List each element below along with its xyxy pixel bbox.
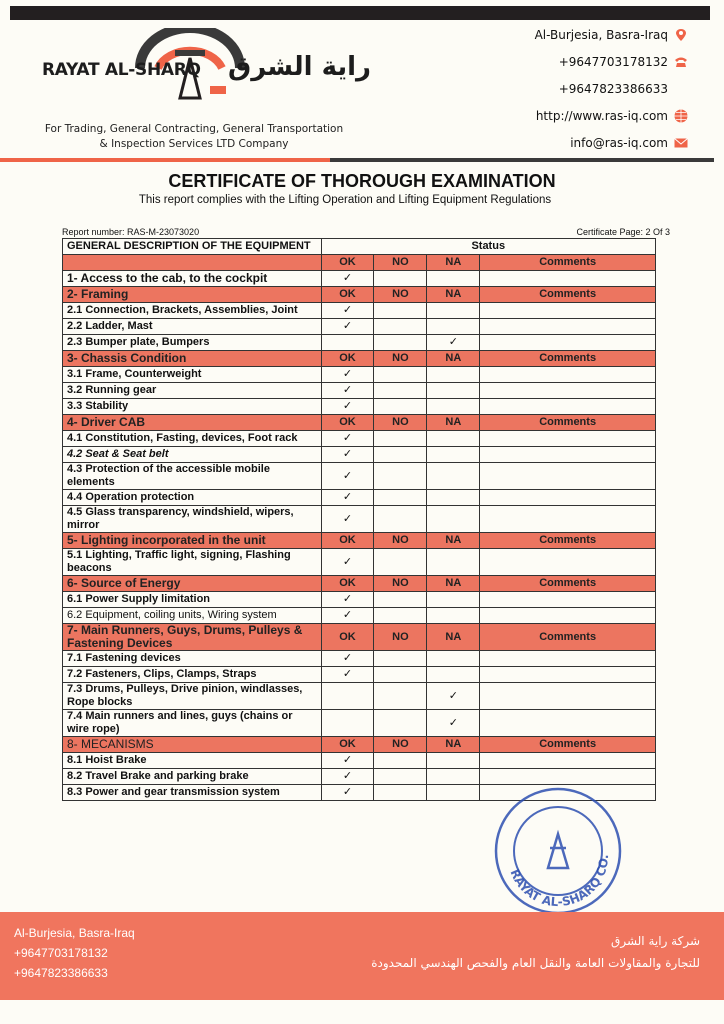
section-row: 8- MECANISMS OK NO NA Comments: [63, 737, 656, 753]
item-label: 7.4 Main runners and lines, guys (chains or wire rope): [63, 710, 322, 737]
item-label: 3.1 Frame, Counterweight: [63, 367, 322, 383]
status-ok-cell: ✓: [321, 319, 374, 335]
comments-cell: [480, 303, 656, 319]
section-row: 6- Source of Energy OK NO NA Comments: [63, 576, 656, 592]
status-no-cell: [374, 549, 427, 576]
comments-cell: [480, 651, 656, 667]
section-title: 4- Driver CAB: [63, 415, 322, 431]
header-divider-red: [0, 158, 340, 162]
status-ok-cell: ✓: [321, 463, 374, 490]
status-ok-cell: ✓: [321, 753, 374, 769]
company-stamp: [490, 786, 626, 916]
footer-phone-1: +9647703178132: [14, 946, 108, 960]
status-ok-cell: ✓: [321, 592, 374, 608]
item-label: 8.2 Travel Brake and parking brake: [63, 769, 322, 785]
comments-cell: [480, 399, 656, 415]
status-no-cell: [374, 399, 427, 415]
table-row: [63, 383, 656, 399]
status-na-cell: [427, 549, 480, 576]
status-ok-cell: ✓: [321, 383, 374, 399]
status-no-cell: [374, 651, 427, 667]
comments-cell: [480, 769, 656, 785]
footer-description-ar: للتجارة والمقاولات العامة والنقل العام والفحص الهندسي المحدودة: [371, 956, 700, 970]
status-na-cell: [427, 399, 480, 415]
status-no-cell: [374, 383, 427, 399]
table-row: [63, 710, 656, 737]
item-label: 4.1 Constitution, Fasting, devices, Foot rack: [63, 431, 322, 447]
status-na-cell: [427, 506, 480, 533]
status-no-cell: [374, 490, 427, 506]
status-ok-cell: ✓: [321, 490, 374, 506]
table-row: [63, 592, 656, 608]
comments-cell: [480, 490, 656, 506]
status-na-cell: ✓: [427, 710, 480, 737]
item-label: 2.2 Ladder, Mast: [63, 319, 322, 335]
table-row: 1- Access to the cab, to the cockpit ✓: [63, 271, 656, 287]
status-na-cell: [427, 753, 480, 769]
comments-cell: [480, 463, 656, 490]
contact-website[interactable]: http://www.ras-iq.com: [536, 109, 688, 123]
section-row: 7- Main Runners, Guys, Drums, Pulleys & Fastening Devices OK NO NA Comments: [63, 624, 656, 651]
status-no-cell: [374, 753, 427, 769]
status-ok-cell: ✓: [321, 431, 374, 447]
status-na-cell: [427, 592, 480, 608]
status-no-cell: [374, 367, 427, 383]
status-header: Status: [321, 239, 655, 255]
page-subtitle: This report complies with the Lifting Operation and Lifting Equipment Regulations: [138, 194, 552, 206]
item-label: 4.5 Glass transparency, windshield, wipers, mirror: [63, 506, 322, 533]
section-title: 8- MECANISMS: [63, 737, 322, 753]
item-label: 3.2 Running gear: [63, 383, 322, 399]
section-header-row: OK NO NA Comments: [63, 255, 656, 271]
tagline-line-1: For Trading, General Contracting, General Transportation: [44, 123, 344, 135]
comments-cell: [480, 319, 656, 335]
table-row: [63, 683, 656, 710]
section-title: 3- Chassis Condition: [63, 351, 322, 367]
section-title: 5- Lighting incorporated in the unit: [63, 533, 322, 549]
comments-cell: [480, 335, 656, 351]
header-divider-dark: [330, 158, 714, 162]
comments-cell: [480, 367, 656, 383]
tagline-line-2: & Inspection Services LTD Company: [99, 138, 289, 150]
status-ok-cell: ✓: [321, 447, 374, 463]
comments-cell: [480, 683, 656, 710]
company-tagline: [44, 122, 344, 152]
globe-icon: [674, 109, 688, 123]
status-no-cell: [374, 710, 427, 737]
comments-cell: [480, 710, 656, 737]
table-row: [63, 608, 656, 624]
examination-table: [62, 238, 656, 801]
section-title: 6- Source of Energy: [63, 576, 322, 592]
contact-phone-2: +9647823386633: [558, 82, 668, 96]
status-ok-cell: [321, 710, 374, 737]
footer-address: Al-Burjesia, Basra-Iraq: [14, 926, 135, 940]
comments-cell: [480, 667, 656, 683]
company-name-en: RAYAT AL-SHARQ: [42, 60, 201, 80]
status-no-cell: [374, 303, 427, 319]
status-ok-cell: ✓: [321, 506, 374, 533]
table-row: [63, 490, 656, 506]
status-no-cell: [374, 447, 427, 463]
table-row: [63, 335, 656, 351]
status-ok-cell: ✓: [321, 549, 374, 576]
status-no-cell: [374, 608, 427, 624]
footer-phone-2: +9647823386633: [14, 966, 108, 980]
status-ok-cell: ✓: [321, 785, 374, 801]
item-label: 7.1 Fastening devices: [63, 651, 322, 667]
status-na-cell: [427, 319, 480, 335]
status-ok-cell: ✓: [321, 651, 374, 667]
item-label: 4.3 Protection of the accessible mobile elements: [63, 463, 322, 490]
table-row: [63, 367, 656, 383]
envelope-icon: [674, 136, 688, 150]
page-title: CERTIFICATE OF THOROUGH EXAMINATION: [168, 171, 556, 191]
stamp-text: RAYAT AL-SHARQ CO.: [507, 854, 612, 910]
table-row: [63, 753, 656, 769]
status-no-cell: [374, 335, 427, 351]
item-label: 7.3 Drums, Pulleys, Drive pinion, windlasses, Rope blocks: [63, 683, 322, 710]
status-no-cell: [374, 463, 427, 490]
company-name-ar: راية الشرق: [228, 52, 372, 82]
footer: [0, 912, 724, 1000]
status-na-cell: [427, 490, 480, 506]
status-na-cell: [427, 447, 480, 463]
status-na-cell: [427, 367, 480, 383]
item-label: 4.4 Operation protection: [63, 490, 322, 506]
item-label: 8.1 Hoist Brake: [63, 753, 322, 769]
footer-company-ar: شركة راية الشرق: [611, 934, 700, 948]
table-row: [63, 431, 656, 447]
status-na-cell: ✓: [427, 335, 480, 351]
item-label: 6.2 Equipment, coiling units, Wiring system: [63, 608, 322, 624]
status-na-cell: [427, 769, 480, 785]
table-row: [63, 769, 656, 785]
status-no-cell: [374, 506, 427, 533]
status-na-cell: [427, 667, 480, 683]
item-label: 5.1 Lighting, Traffic light, signing, Flashing beacons: [63, 549, 322, 576]
comments-cell: [480, 447, 656, 463]
phone-icon: [674, 55, 688, 69]
status-ok-cell: ✓: [321, 769, 374, 785]
table-row: [63, 303, 656, 319]
item-label: 2.1 Connection, Brackets, Assemblies, Joint: [63, 303, 322, 319]
col-header: GENERAL DESCRIPTION OF THE EQUIPMENT: [63, 239, 322, 255]
comments-cell: [480, 506, 656, 533]
top-bar: [10, 6, 710, 20]
status-ok-cell: ✓: [321, 608, 374, 624]
comments-cell: [480, 431, 656, 447]
section-title: 2- Framing: [63, 287, 322, 303]
status-no-cell: [374, 431, 427, 447]
location-pin-icon: [674, 28, 688, 42]
status-no-cell: [374, 319, 427, 335]
comments-cell: [480, 592, 656, 608]
status-ok-cell: [321, 683, 374, 710]
contact-address: Al-Burjesia, Basra-Iraq: [535, 28, 688, 42]
item-label: 4.2 Seat & Seat belt: [63, 447, 322, 463]
report-number: Report number: RAS-M-23073020: [62, 227, 200, 237]
status-na-cell: ✓: [427, 683, 480, 710]
table-row: [63, 463, 656, 490]
status-ok-cell: ✓: [321, 367, 374, 383]
section-row: 3- Chassis Condition OK NO NA Comments: [63, 351, 656, 367]
status-no-cell: [374, 683, 427, 710]
status-ok-cell: ✓: [321, 399, 374, 415]
status-na-cell: [427, 608, 480, 624]
table-row: [63, 549, 656, 576]
section-row: 2- Framing OK NO NA Comments: [63, 287, 656, 303]
status-na-cell: [427, 303, 480, 319]
status-ok-cell: ✓: [321, 303, 374, 319]
item-label: 7.2 Fasteners, Clips, Clamps, Straps: [63, 667, 322, 683]
table-row: [63, 399, 656, 415]
status-no-cell: [374, 592, 427, 608]
table-row: [63, 651, 656, 667]
status-na-cell: [427, 431, 480, 447]
status-na-cell: [427, 651, 480, 667]
contact-phone-1: +9647703178132: [559, 55, 688, 69]
status-na-cell: [427, 383, 480, 399]
table-row: [63, 447, 656, 463]
table-row: [63, 319, 656, 335]
status-na-cell: [427, 785, 480, 801]
table-row: [63, 506, 656, 533]
item-label: 2.3 Bumper plate, Bumpers: [63, 335, 322, 351]
comments-cell: [480, 549, 656, 576]
status-ok-cell: [321, 335, 374, 351]
status-no-cell: [374, 769, 427, 785]
item-label: 6.1 Power Supply limitation: [63, 592, 322, 608]
comments-cell: [480, 753, 656, 769]
contact-email[interactable]: info@ras-iq.com: [570, 136, 688, 150]
status-no-cell: [374, 785, 427, 801]
section-row: 4- Driver CAB OK NO NA Comments: [63, 415, 656, 431]
table-header-row: [63, 239, 656, 255]
status-no-cell: [374, 667, 427, 683]
table-row: [63, 667, 656, 683]
certificate-page: Certificate Page: 2 Of 3: [576, 227, 670, 237]
item-label: 8.3 Power and gear transmission system: [63, 785, 322, 801]
status-ok-cell: ✓: [321, 667, 374, 683]
section-title: 7- Main Runners, Guys, Drums, Pulleys & Fastening Devices: [63, 624, 322, 651]
comments-cell: [480, 383, 656, 399]
status-na-cell: [427, 463, 480, 490]
item-label: 3.3 Stability: [63, 399, 322, 415]
section-row: 5- Lighting incorporated in the unit OK NO NA Comments: [63, 533, 656, 549]
comments-cell: [480, 608, 656, 624]
